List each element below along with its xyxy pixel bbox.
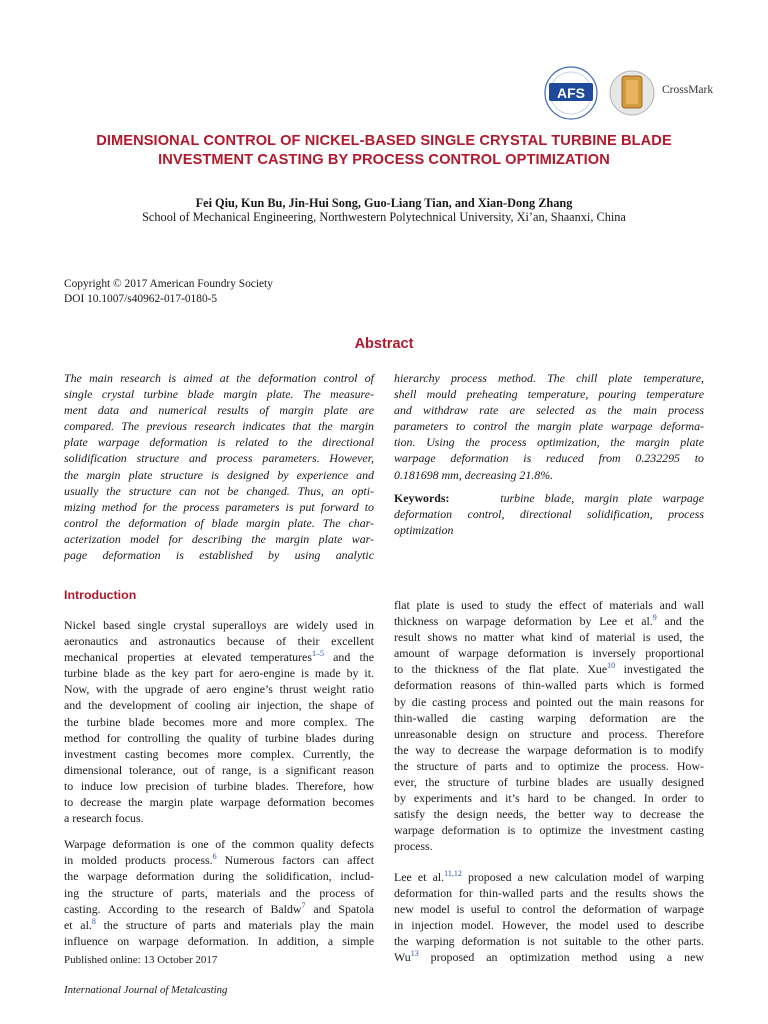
abstract-line: warpage deformation is reduced from 0.232295 to: [394, 451, 704, 466]
intro-right-column: [394, 597, 704, 965]
body-line: deformation for thin-walled parts and the results shows the: [394, 885, 704, 900]
published-date: Published online: 13 October 2017: [64, 954, 218, 966]
body-line: the warping deformation is not suitable to the other parts.: [394, 933, 704, 948]
body-line: aeronautics and astronautics because of their excellent: [64, 634, 374, 649]
body-text: thickness on warpage deformation by Lee et al.: [394, 614, 653, 629]
abstract-right-column: [394, 370, 704, 483]
body-text: proposed an optimization method using a new: [418, 949, 704, 964]
keywords-text: turbine blade, margin plate warpage: [500, 491, 704, 505]
body-line: and the development of cooling air injection, the shape of: [64, 698, 374, 713]
copyright-line: Copyright © 2017 American Foundry Society: [64, 278, 273, 290]
body-line: Warpage deformation is one of the common quality defects: [64, 837, 374, 852]
body-line: investment casting becomes more complex. Currently, the: [64, 746, 374, 761]
body-line: result shows no matter what kind of material is used, the: [394, 630, 704, 645]
body-line: [64, 901, 374, 917]
body-text: casting. According to the research of Baldw: [64, 901, 302, 916]
citation-link[interactable]: 9: [652, 613, 657, 623]
header-logos: [540, 62, 740, 124]
paper-title: [40, 132, 728, 170]
citation-link[interactable]: 8: [91, 916, 96, 926]
authors: Fei Qiu, Kun Bu, Jin-Hui Song, Guo-Liang Tian, and Xian-Dong Zhang: [195, 196, 573, 210]
abstract-line: plate warpage deformation is related to the directional: [64, 435, 374, 450]
introduction-heading: Introduction: [64, 588, 137, 602]
body-line: to decrease the margin plate warpage deformation becomes: [64, 795, 374, 810]
body-line: Now, with the upgrade of aero engine’s thrust weight ratio: [64, 682, 374, 697]
abstract-line: shell mould preheating temperature, pouring temperature: [394, 387, 704, 402]
abstract-line: and withdraw rate are selected as the main process: [394, 403, 704, 418]
abstract-line: page deformation is established by using analytic: [64, 548, 374, 563]
abstract-line: ment data and numerical results of margin plate are: [64, 403, 374, 418]
body-line: ing the structure of parts, materials and the process of: [64, 885, 374, 900]
body-line: satisfy the design needs, the better way to decrease the: [394, 807, 704, 822]
body-line: by die casting process and pointed out the main reasons for: [394, 694, 704, 709]
journal-name: International Journal of Metalcasting: [64, 984, 228, 996]
citation-link[interactable]: 1–5: [311, 649, 324, 659]
keywords-text: optimization: [394, 523, 454, 538]
citation-link[interactable]: 10: [607, 661, 616, 671]
abstract-line: hierarchy process method. The chill plate temperature,: [394, 371, 704, 385]
body-line: method for controlling the quality of turbine blades during: [64, 730, 374, 745]
body-line: process.: [394, 839, 433, 854]
abstract-line: compared. The previous research indicates that the margin: [64, 419, 374, 434]
body-line: the way to decrease the warpage deformation is to modify: [394, 742, 704, 757]
body-line: Nickel based single crystal superalloys are widely used in: [64, 618, 374, 632]
citation-link[interactable]: 11,12: [444, 868, 462, 878]
body-line: [64, 649, 374, 665]
title-line: DIMENSIONAL CONTROL OF NICKEL-BASED SINGLE CRYSTAL TURBINE BLADE: [96, 133, 672, 149]
body-text: the structure of parts and materials play the main: [95, 917, 375, 932]
body-text: and the: [656, 614, 704, 629]
afs-logo-text: AFS: [557, 85, 585, 101]
body-line: amount of warpage deformation is inversely proportional: [394, 646, 704, 661]
body-line: [64, 917, 374, 933]
intro-left-column: [64, 617, 374, 949]
body-line: the structure of parts and to optimize the process. How-: [394, 758, 704, 773]
affiliation: School of Mechanical Engineering, Northwestern Polytechnical University, Xi’an, Shaanxi, China: [142, 210, 626, 224]
abstract-heading: Abstract: [354, 336, 414, 352]
body-text: proposed a new calculation model of warping: [461, 869, 704, 884]
body-line: [394, 869, 704, 885]
abstract-line: tion. Using the process optimization, the margin plate: [394, 435, 704, 450]
abstract-line: 0.181698 mm, decreasing 21.8%.: [394, 467, 554, 482]
title-line: INVESTMENT CASTING BY PROCESS CONTROL OPTIMIZATION: [158, 152, 610, 168]
body-line: the turbine blade becomes more and more complex. The: [64, 714, 374, 729]
body-line: a research focus.: [64, 811, 144, 826]
abstract-line: control the deformation of blade margin plate. The char-: [64, 515, 374, 530]
abstract-left-column: [64, 370, 374, 563]
body-line: new model is useful to control the deformation of warpage: [394, 901, 704, 916]
body-text: Numerous factors can affect: [216, 853, 375, 868]
keywords-block: [394, 490, 704, 538]
body-line: flat plate is used to study the effect of materials and wall: [394, 598, 704, 612]
keywords-text: deformation control, directional solidification, process: [394, 507, 704, 522]
body-text: mechanical properties at elevated temperatures: [64, 650, 312, 665]
body-line: turbine blade as the key part for aero-engine is made by it.: [64, 666, 374, 681]
body-line: influence on warpage deformation. In addition, a simple: [64, 933, 374, 948]
abstract-line: usually the structure can not be changed. Thus, an opti-: [64, 483, 374, 498]
body-line: [394, 661, 704, 677]
body-text: to the thickness of the flat plate. Xue: [394, 662, 608, 677]
body-line: thin-walled die casting warping deformation are the: [394, 710, 704, 725]
body-line: the warpage deformation during the solidification, includ-: [64, 869, 374, 884]
keywords-line: [394, 490, 704, 506]
abstract-line: mizing method for the process parameters is put forward to: [64, 499, 374, 514]
body-text: et al.: [64, 917, 92, 932]
body-line: [64, 852, 374, 868]
citation-link[interactable]: 6: [212, 852, 217, 862]
body-line: to induce low precision of turbine blades. Therefore, how: [64, 778, 374, 793]
body-line: [394, 949, 704, 965]
body-text: Wu: [394, 949, 411, 964]
doi-line[interactable]: DOI 10.1007/s40962-017-0180-5: [64, 293, 218, 305]
abstract-line: the margin plate structure is designed by experience and: [64, 467, 374, 482]
abstract-line: parameters to control the margin plate warpage deforma-: [394, 419, 704, 434]
body-text: investigated the: [615, 662, 704, 677]
citation-link[interactable]: 13: [410, 949, 419, 958]
body-text: and Spatola: [305, 901, 374, 916]
body-line: dimensional tolerance, out of range, is a significant reason: [64, 762, 374, 777]
body-text: and the: [323, 650, 375, 665]
abstract-line: The main research is aimed at the deformation control of: [64, 371, 374, 385]
body-line: [394, 613, 704, 629]
body-text: Lee et al.: [394, 869, 445, 884]
body-line: warpage deformation is to optimize the investment casting: [394, 823, 704, 838]
body-line: by experiments and it’s hard to be changed. In order to: [394, 791, 704, 806]
abstract-line: acterization model for describing the margin plate war-: [64, 531, 374, 546]
body-line: in injection model. However, the model used to describe: [394, 917, 704, 932]
body-line: ever, the structure of turbine blades are usually designed: [394, 775, 704, 790]
abstract-line: solidification structure and process parameters. However,: [64, 451, 374, 466]
keywords-label: Keywords:: [394, 491, 450, 505]
citation-link[interactable]: 7: [301, 900, 306, 910]
body-line: unreasonable design on structure and process. Therefore: [394, 726, 704, 741]
crossmark-label[interactable]: CrossMark: [662, 84, 714, 96]
copyright-block: [64, 277, 273, 307]
abstract-line: single crystal turbine blade margin plate. The measure-: [64, 387, 374, 402]
body-line: deformation reasons of thin-walled parts which is formed: [394, 678, 704, 693]
body-text: in molded products process.: [64, 853, 213, 868]
